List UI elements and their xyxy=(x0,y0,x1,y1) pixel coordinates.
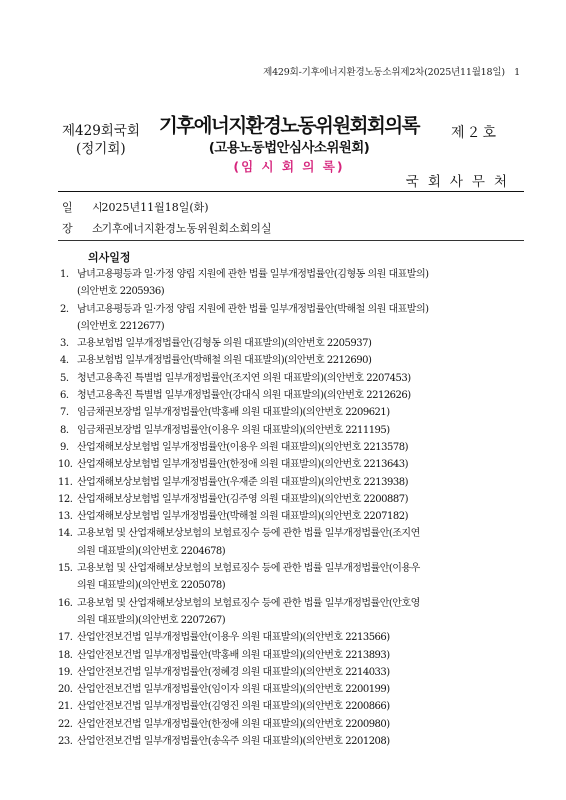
agenda-item xyxy=(58,474,510,491)
agenda-item xyxy=(62,404,510,421)
agenda-item-text: 산업안전보건법 일부개정법률안(임이자 의원 대표발의)(의안번호 2200199) xyxy=(77,684,390,696)
agenda-item-number: 16. xyxy=(58,597,73,609)
agenda-item-text: 산업안전보건법 일부개정법률안(한정애 의원 대표발의)(의안번호 2200980) xyxy=(77,718,390,730)
agenda-list xyxy=(58,266,510,750)
agenda-item-text: 남녀고용평등과 일·가정 양립 지원에 관한 법률 일부개정법률안(박해철 의원 대표발의) xyxy=(77,303,429,315)
agenda-item xyxy=(62,387,510,404)
record-note: (임 시 회 의 록) xyxy=(233,159,345,174)
meta-date-value: 2025년11월18일(화) xyxy=(101,201,209,214)
page-title: 기후에너지환경노동위원회회의록 xyxy=(158,114,420,137)
agenda-item-text-continued: (의안번호 2205936) xyxy=(77,286,165,298)
agenda-item-number: 4. xyxy=(60,355,69,367)
agenda-item-number: 17. xyxy=(58,632,73,644)
agenda-item xyxy=(58,733,510,750)
meta-place-value: 기후에너지환경노동위원회소회의실 xyxy=(101,222,272,235)
meta-date-key: 일 시 xyxy=(62,201,111,214)
page-subtitle: (고용노동법안심사소위원회) xyxy=(208,140,370,156)
agenda-item-text: 산업안전보건법 일부개정법률안(정혜경 의원 대표발의)(의안번호 2214033) xyxy=(77,666,390,678)
agenda-item-text: 고용보험법 일부개정법률안(김형동 의원 대표발의)(의안번호 2205937) xyxy=(77,338,372,350)
agenda-item-number: 20. xyxy=(58,684,73,696)
agenda-item xyxy=(58,698,510,715)
agenda-item-number: 14. xyxy=(58,528,73,540)
agenda-item-number: 13. xyxy=(58,511,73,523)
agenda-item-number: 6. xyxy=(60,390,69,402)
agenda-item xyxy=(58,525,510,560)
meta-place-key: 장 소 xyxy=(62,222,111,235)
agenda-item-number: 15. xyxy=(58,563,73,575)
agenda-item-text: 산업안전보건법 일부개정법률안(김영진 의원 대표발의)(의안번호 2200866) xyxy=(77,701,390,713)
agenda-item-text-continued: 의원 대표발의)(의안번호 2207267) xyxy=(77,614,226,626)
agenda-item-number: 11. xyxy=(58,476,73,488)
agenda-item-number: 19. xyxy=(58,666,73,678)
issue-number: 제２호 xyxy=(450,125,498,141)
agenda-item-text-continued: 의원 대표발의)(의안번호 2205078) xyxy=(77,580,226,592)
agenda-item xyxy=(58,560,510,595)
agenda-item xyxy=(62,352,510,369)
agenda-item xyxy=(58,629,510,646)
agenda-item xyxy=(62,266,510,301)
agenda-item xyxy=(62,439,510,456)
agenda-item-number: 1. xyxy=(60,269,69,280)
agenda-item-number: 5. xyxy=(60,372,69,384)
agenda-item-text: 청년고용촉진 특별법 일부개정법률안(조지연 의원 대표발의)(의안번호 2207453) xyxy=(77,372,411,384)
session-number: 제429회국회 xyxy=(62,123,140,139)
agenda-item xyxy=(58,664,510,681)
agenda-item-number: 12. xyxy=(58,493,73,505)
meta-date-row xyxy=(62,201,209,215)
agenda-item xyxy=(58,647,510,664)
agenda-item-text: 청년고용촉진 특별법 일부개정법률안(강대식 의원 대표발의)(의안번호 2212626) xyxy=(77,390,411,402)
agenda-item xyxy=(62,422,510,439)
agenda-item-number: 3. xyxy=(60,338,69,350)
title-block xyxy=(158,114,420,176)
agenda-item-text: 산업안전보건법 일부개정법률안(이용우 의원 대표발의)(의안번호 2213566) xyxy=(77,632,390,644)
agenda-item-text: 임금채권보장법 일부개정법률안(이용우 의원 대표발의)(의안번호 2211195) xyxy=(77,424,390,436)
agenda-item-text: 고용보험 및 산업재해보상보험의 보험료징수 등에 관한 법률 일부개정법률안(이용우 xyxy=(77,563,420,575)
agenda-item-number: 21. xyxy=(58,701,73,713)
meta-place-row xyxy=(62,222,272,236)
agenda-item-text: 산업안전보건법 일부개정법률안(박홍배 의원 대표발의)(의안번호 2213893) xyxy=(77,649,390,661)
agenda-item-number: 9. xyxy=(60,441,69,453)
agenda-item-text: 고용보험법 일부개정법률안(박해철 의원 대표발의)(의안번호 2212690) xyxy=(77,355,372,367)
agenda-item xyxy=(62,370,510,387)
agenda-item-text: 산업재해보상보험법 일부개정법률안(우재준 의원 대표발의)(의안번호 2213938) xyxy=(77,476,408,488)
agenda-item xyxy=(58,681,510,698)
agenda-item-text: 고용보험 및 산업재해보상보험의 보험료징수 등에 관한 법률 일부개정법률안(안호영 xyxy=(77,597,420,609)
agenda-item-text: 산업재해보상보험법 일부개정법률안(한정애 의원 대표발의)(의안번호 2213643) xyxy=(77,459,408,471)
agenda-heading: 의사일정 xyxy=(88,251,131,264)
agenda-item-number: 18. xyxy=(58,649,73,661)
agenda-item-text-continued: (의안번호 2212677) xyxy=(77,320,165,332)
session-label xyxy=(62,122,162,158)
agenda-item-text: 고용보험 및 산업재해보상보험의 보험료징수 등에 관한 법률 일부개정법률안(조지연 xyxy=(77,528,420,540)
agenda-item-number: 10. xyxy=(58,459,73,471)
agenda-item xyxy=(58,716,510,733)
agenda-item-number: 8. xyxy=(60,424,69,436)
agenda-item-text: 산업재해보상보험법 일부개정법률안(이용우 의원 대표발의)(의안번호 2213578) xyxy=(77,441,408,453)
header-rule xyxy=(58,191,524,192)
agenda-item-text-continued: 의원 대표발의)(의안번호 2204678) xyxy=(77,545,226,557)
publisher: 국회사무처 xyxy=(405,174,516,190)
agenda-item xyxy=(62,301,510,336)
agenda-item xyxy=(58,595,510,630)
agenda-item xyxy=(58,508,510,525)
agenda-item xyxy=(58,456,510,473)
agenda-item-number: 7. xyxy=(60,407,69,419)
agenda-item-text: 산업재해보상보험법 일부개정법률안(김주영 의원 대표발의)(의안번호 2200887) xyxy=(77,493,408,505)
agenda-item-text: 남녀고용평등과 일·가정 양립 지원에 관한 법률 일부개정법률안(김형동 의원 대표발의) xyxy=(77,269,429,280)
agenda-item xyxy=(62,335,510,352)
agenda-item-text: 임금채권보장법 일부개정법률안(박홍배 의원 대표발의)(의안번호 2209621) xyxy=(77,407,390,419)
running-header: 제429회-기후에너지환경노동소위제2차(2025년11월18일) 1 xyxy=(263,67,520,78)
meta-rule xyxy=(58,240,524,241)
agenda-item-number: 23. xyxy=(58,736,73,748)
session-type: (정기회) xyxy=(76,141,126,157)
agenda-item-number: 2. xyxy=(60,303,69,315)
agenda-item xyxy=(58,491,510,508)
agenda-item-text: 산업재해보상보험법 일부개정법률안(박해철 의원 대표발의)(의안번호 2207182) xyxy=(77,511,408,523)
agenda-item-number: 22. xyxy=(58,718,73,730)
agenda-item-text: 산업안전보건법 일부개정법률안(송옥주 의원 대표발의)(의안번호 2201208) xyxy=(77,736,390,748)
